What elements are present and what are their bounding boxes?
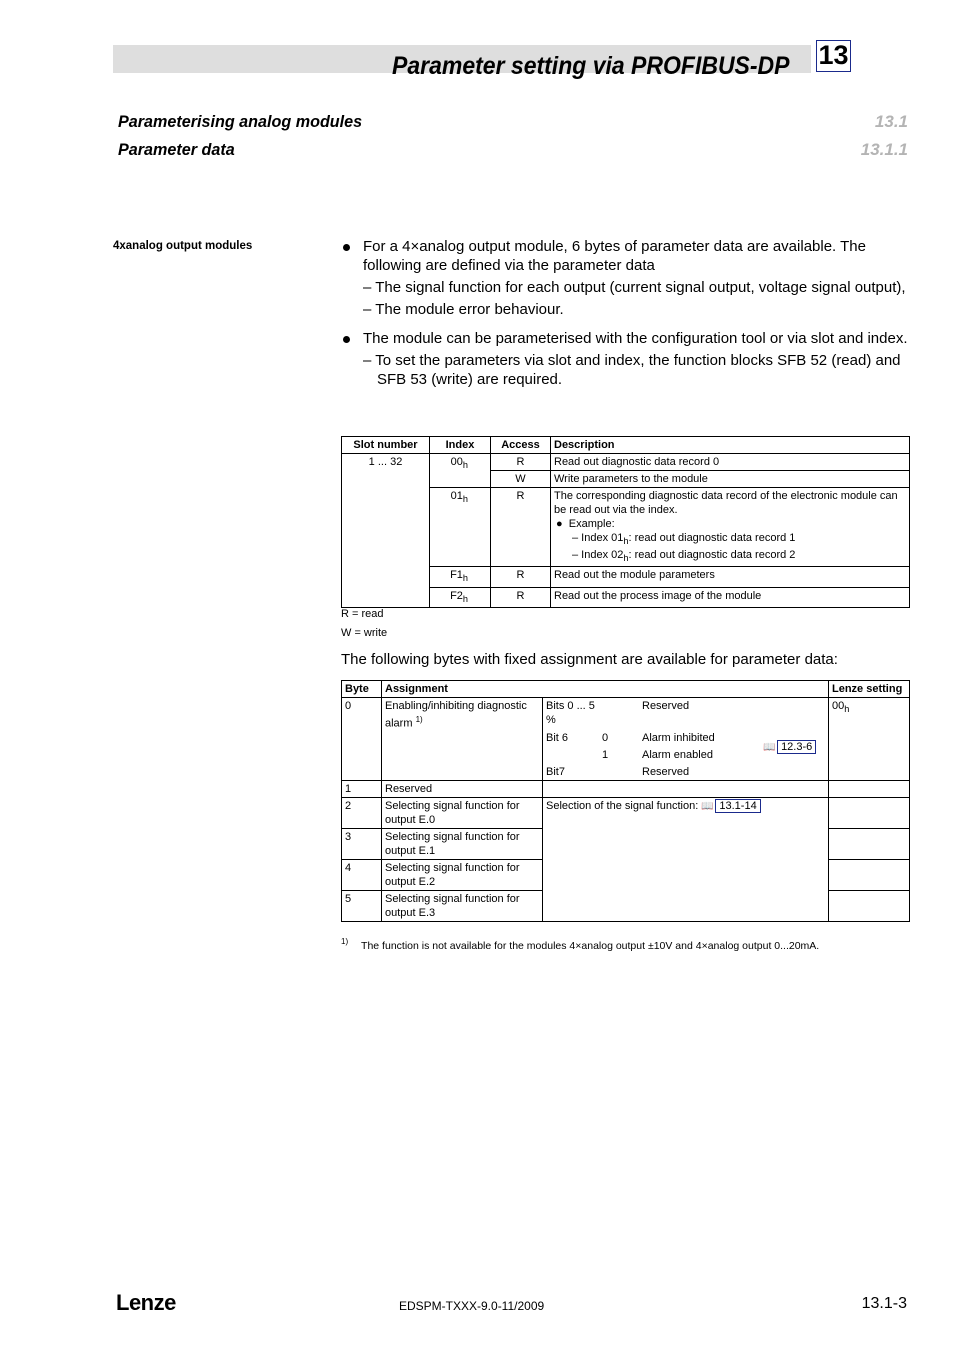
column-header: Assignment [382, 681, 829, 698]
table-header-row [342, 681, 910, 698]
sub-item: – The module error behaviour. [363, 301, 564, 318]
byte-cell: 5 [342, 891, 382, 922]
lenze-setting-cell [829, 860, 910, 891]
column-header: Byte [342, 681, 382, 698]
reference-link[interactable]: 📖 12.3-6 [763, 740, 816, 755]
bits-cell [543, 781, 829, 798]
intro-text: The following bytes with fixed assignment are available for parameter data: [341, 651, 838, 668]
column-header: Index [430, 437, 491, 454]
bullet-text: The module can be parameterised with the configuration tool or via slot and index. [363, 330, 908, 347]
sub-item: – The signal function for each output (current signal output, voltage signal output), [363, 279, 906, 296]
table-row [342, 781, 910, 798]
index-cell: $F2_h$ [430, 587, 491, 607]
bullet-dot-icon: ● [556, 518, 563, 530]
legend-write: W = write [341, 627, 388, 639]
subsection-number: 13.1.1 [860, 140, 908, 159]
access-cell: R [491, 587, 551, 607]
description-cell: The corresponding diagnostic data record of the electronic module can be read out via the index. ● Example: – Index $01_h$: read out diagnostic data record 1 – Index $02_h$: read out diagnostic data record 2 [551, 488, 910, 567]
table-row [342, 798, 910, 829]
sub-item: – To set the parameters via slot and index, the function blocks SFB 52 (read) and SFB 53 (write) are required. [363, 352, 901, 388]
bullet-list [341, 237, 911, 389]
assignment-cell: Selecting signal function for output E.2 [382, 860, 543, 891]
index-cell: $01_h$ [430, 488, 491, 567]
reference-link[interactable]: 📖 13.1-14 [701, 800, 760, 812]
brand-logo: Lenze [116, 1290, 176, 1315]
section-title: Parameterising analog modules [118, 112, 363, 131]
index-cell: $F1_h$ [430, 567, 491, 587]
assignment-cell: Selecting signal function for output E.3 [382, 891, 543, 922]
bullet-dot-icon [343, 244, 350, 251]
bullet-dot-icon [343, 336, 350, 343]
assignment-cell: Enabling/inhibiting diagnostic alarm $^{1)}$ [382, 698, 543, 781]
subsection-title: Parameter data [118, 140, 235, 159]
byte-cell: 4 [342, 860, 382, 891]
document-id: EDSPM-TXXX-9.0-11/2009 [399, 1299, 545, 1313]
lenze-setting-cell [829, 798, 910, 829]
table-header-row [342, 437, 910, 454]
description-cell: Read out the module parameters [551, 567, 910, 587]
lenze-setting-cell [829, 829, 910, 860]
byte-cell: 3 [342, 829, 382, 860]
book-icon: 📖 [763, 742, 776, 753]
bullet-item [341, 237, 911, 275]
selection-cell: Selection of the signal function: 📖 13.1-14 [543, 798, 829, 922]
description-cell: Read out diagnostic data record 0 [551, 454, 910, 471]
byte-cell: 1 [342, 781, 382, 798]
byte-cell: 0 [342, 698, 382, 781]
lenze-setting-cell [829, 781, 910, 798]
slot-cell: 1 ... 32 [342, 454, 430, 608]
page-number: 13.1-3 [861, 1295, 907, 1312]
bullet-text: For a 4×analog output module, 6 bytes of parameter data are available. The following are defined via the parameter data [363, 238, 866, 274]
lenze-setting-cell [829, 891, 910, 922]
table-row [342, 454, 910, 471]
bits-cell [543, 698, 829, 781]
column-header: Access [491, 437, 551, 454]
chapter-number: 13 [816, 40, 851, 72]
access-cell: R [491, 567, 551, 587]
byte-assignment-table [341, 680, 910, 922]
lenze-setting-cell: $00_h$ [829, 698, 910, 781]
access-cell: R [491, 454, 551, 471]
assignment-cell: Selecting signal function for output E.0 [382, 798, 543, 829]
index-cell: $00_h$ [430, 454, 491, 488]
section-number: 13.1 [874, 112, 908, 131]
column-header: Description [551, 437, 910, 454]
assignment-cell: Reserved [382, 781, 543, 798]
column-header: Slot number [342, 437, 430, 454]
description-cell: Read out the process image of the module [551, 587, 910, 607]
margin-label: 4xanalog output modules [113, 240, 253, 252]
bits-table: Bits 0 ... 5 % Reserved Bit 6 0 Alarm inhibited 1 Alarm enabled Bit7 Reserved [546, 700, 715, 778]
slot-index-table [341, 436, 910, 608]
description-cell: Write parameters to the module [551, 471, 910, 488]
access-cell: R [491, 488, 551, 567]
assignment-cell: Selecting signal function for output E.1 [382, 829, 543, 860]
access-cell: W [491, 471, 551, 488]
page-title: Parameter setting via PROFIBUS-DP [392, 52, 790, 80]
bullet-item [341, 329, 911, 348]
byte-cell: 2 [342, 798, 382, 829]
footnote: $^{1)}$ The function is not available for the modules 4×analog output ±10V and 4×analog output 0...20mA. [341, 937, 820, 952]
book-icon: 📖 [701, 801, 714, 812]
column-header: Lenze setting [829, 681, 910, 698]
legend-read: R = read [341, 608, 384, 620]
table-row [342, 698, 910, 781]
